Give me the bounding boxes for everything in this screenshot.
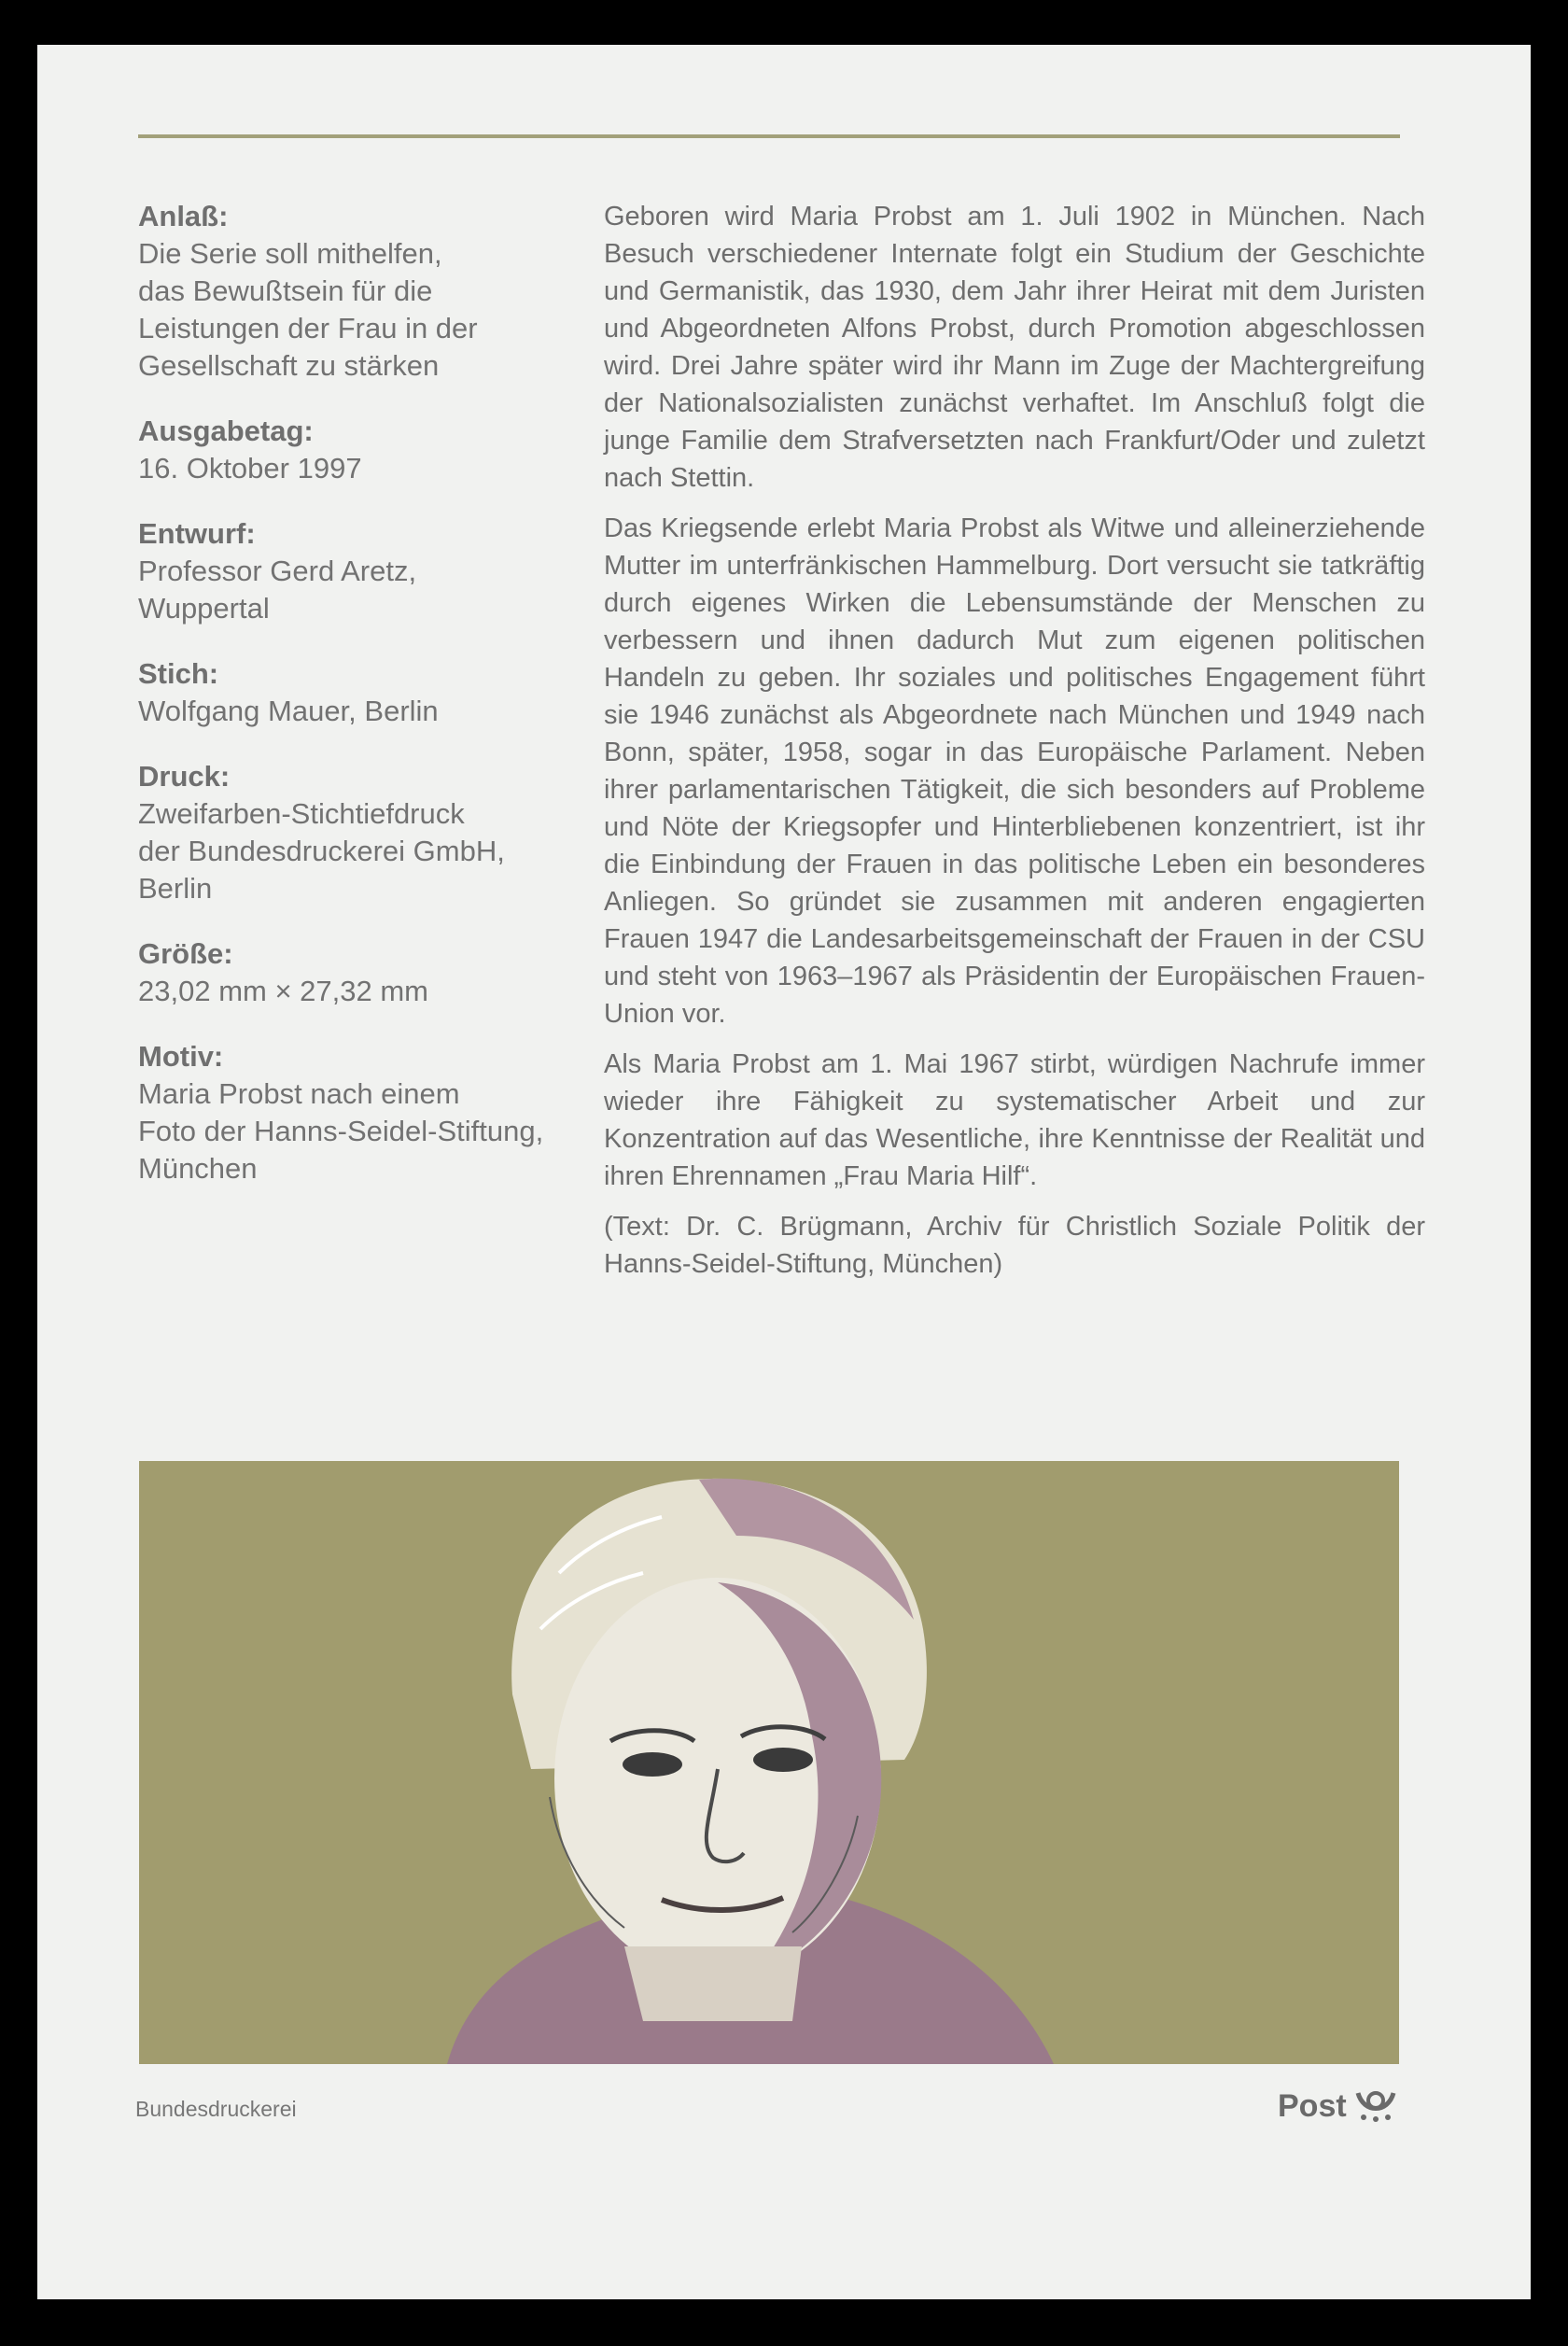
field-anlass (138, 198, 605, 385)
posthorn-icon (1354, 2086, 1397, 2128)
portrait-engraving (139, 1461, 1399, 2064)
field-value: Wolfgang Mauer, Berlin (138, 695, 439, 727)
field-value: Professor Gerd Aretz, Wuppertal (138, 555, 417, 625)
field-label: Druck: (138, 760, 231, 793)
field-stich (138, 655, 605, 730)
field-value: 16. Oktober 1997 (138, 452, 362, 485)
biography-text (604, 198, 1425, 1296)
biography-paragraph: Als Maria Probst am 1. Mai 1967 stirbt, würdigen Nachrufe immer wieder ihre Fähigkeit zu systematischer Arbeit und zur Konzentration auf das Wesentliche, ihre Kenntnisse der Realität und ihren Ehrennamen „Frau Maria Hilf“. (604, 1049, 1425, 1191)
field-value: 23,02 mm × 27,32 mm (138, 975, 428, 1007)
field-value: Die Serie soll mithelfen, das Bewußtsein für die Leistungen der Frau in der Gesellschaft zu stärken (138, 237, 478, 382)
post-logo (1278, 2084, 1397, 2128)
biography-paragraph: Das Kriegsende erlebt Maria Probst als Witwe und alleinerziehende Mutter im unterfränkischen Hammelburg. Dort versucht sie tatkräftig durch eigenes Wirken die Lebensumstände der Menschen zu verbessern und ihnen dadurch Mut zum eigenen politischen Handeln zu geben. Ihr soziales und politisches Engagement führt sie 1946 zunächst als Abgeordnete nach München und 1949 nach Bonn, später, 1958, sogar in das Europäische Parlament. Neben ihrer parlamentarischen Tätigkeit, die sich besonders auf Probleme und Nöte der Kriegsopfer und Hinterbliebenen konzentriert, ist ihr die Einbindung der Frauen in das politische Leben ein besonderes Anliegen. So gründet sie zusammen mit anderen engagierten Frauen 1947 die Landesarbeitsgemeinschaft der Frauen in der CSU und steht von 1963–1967 als Präsidentin der Europäischen Frauen-Union vor. (604, 513, 1425, 1029)
portrait-illustration (139, 1461, 1399, 2064)
field-groesse (138, 935, 605, 1010)
field-label: Motiv: (138, 1040, 224, 1073)
field-ausgabetag (138, 413, 605, 487)
field-label: Größe: (138, 937, 233, 970)
field-label: Entwurf: (138, 517, 256, 550)
biography-paragraph: Geboren wird Maria Probst am 1. Juli 1902 in München. Nach Besuch verschiedener Internate folgt ein Studium der Geschichte und Germanistik, das 1930, dem Jahr ihrer Heirat mit dem Juristen und Abgeordneten Alfons Probst, durch Promotion abgeschlossen wird. Drei Jahre später wird ihr Mann im Zuge der Machtergreifung der Nationalsozialisten zunächst verhaftet. Im Anschluß folgt die junge Familie dem Strafversetzten nach Frankfurt/Oder und zuletzt nach Stettin. (604, 202, 1425, 493)
field-label: Ausgabetag: (138, 414, 314, 447)
top-rule (138, 134, 1400, 138)
field-entwurf (138, 515, 605, 627)
field-value: Maria Probst nach einem Foto der Hanns-Seidel-Stiftung, München (138, 1077, 544, 1185)
post-brand-text: Post (1278, 2087, 1347, 2124)
field-value: Zweifarben-Stichtiefdruck der Bundesdruckerei GmbH, Berlin (138, 797, 505, 905)
printer-credit: Bundesdruckerei (135, 2097, 297, 2121)
field-label: Stich: (138, 657, 219, 690)
field-motiv (138, 1038, 605, 1187)
stamp-details (138, 198, 605, 1215)
text-source-credit: (Text: Dr. C. Brügmann, Archiv für Christlich Soziale Politik der Hanns-Seidel-Stiftung, München) (604, 1212, 1425, 1279)
field-label: Anlaß: (138, 200, 229, 232)
field-druck (138, 758, 605, 907)
